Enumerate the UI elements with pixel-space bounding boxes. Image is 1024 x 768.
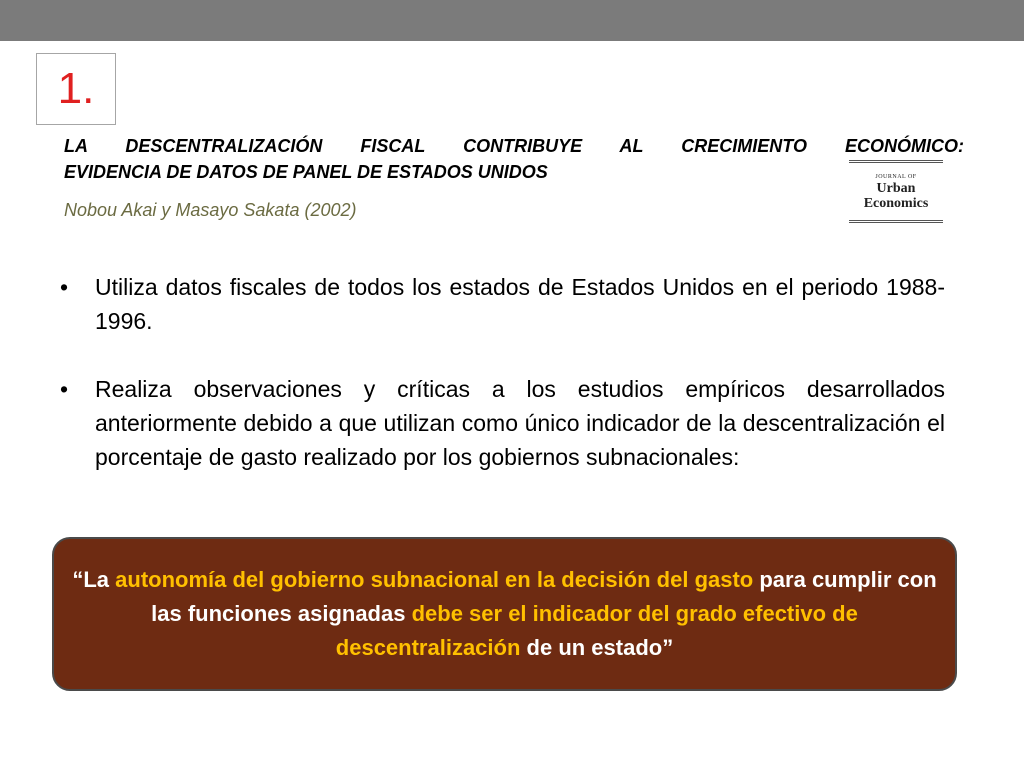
title-line-1: LA DESCENTRALIZACIÓN FISCAL CONTRIBUYE AL CRECIMIENTO ECONÓMICO: <box>64 136 964 156</box>
logo-rule-bottom <box>849 220 943 223</box>
title-line-2: EVIDENCIA DE DATOS DE PANEL DE ESTADOS UNIDOS <box>64 162 548 182</box>
bullet-dot: • <box>60 376 69 402</box>
slide-title <box>64 133 964 185</box>
quote-part-1: “La <box>72 567 116 592</box>
bullet-item <box>60 270 945 338</box>
quote-part-5: de un estado” <box>520 635 674 660</box>
journal-logo <box>848 160 944 230</box>
logo-line-1: JOURNAL OF <box>875 174 917 180</box>
logo-line-3: Economics <box>863 196 929 211</box>
bullet-item <box>60 372 945 474</box>
logo-line-2: Urban <box>876 181 916 196</box>
bullet-text: Realiza observaciones y críticas a los estudios empíricos desarrollados anteriormente debido a que utilizan como único indicador de la descentralización el porcentaje de gasto realizado por los gobiernos subnacionales: <box>95 376 945 470</box>
quote-text <box>68 563 941 665</box>
quote-box <box>52 537 957 691</box>
quote-highlight-2: debe ser el indicador del grado efectivo de descentralización <box>335 601 858 660</box>
quote-part-3: para cumplir con las funciones asignadas <box>151 567 937 626</box>
logo-rule-top <box>849 160 943 163</box>
authors: Nobou Akai y Masayo Sakata (2002) <box>64 200 357 220</box>
bullet-text: Utiliza datos fiscales de todos los estados de Estados Unidos en el periodo 1988-1996. <box>95 274 945 334</box>
slide-number: 1. <box>36 53 116 125</box>
top-bar <box>0 0 1024 41</box>
bullet-list <box>60 270 945 474</box>
bullet-dot: • <box>60 274 69 300</box>
quote-highlight-1: autonomía del gobierno subnacional en la decisión del gasto <box>115 567 754 592</box>
